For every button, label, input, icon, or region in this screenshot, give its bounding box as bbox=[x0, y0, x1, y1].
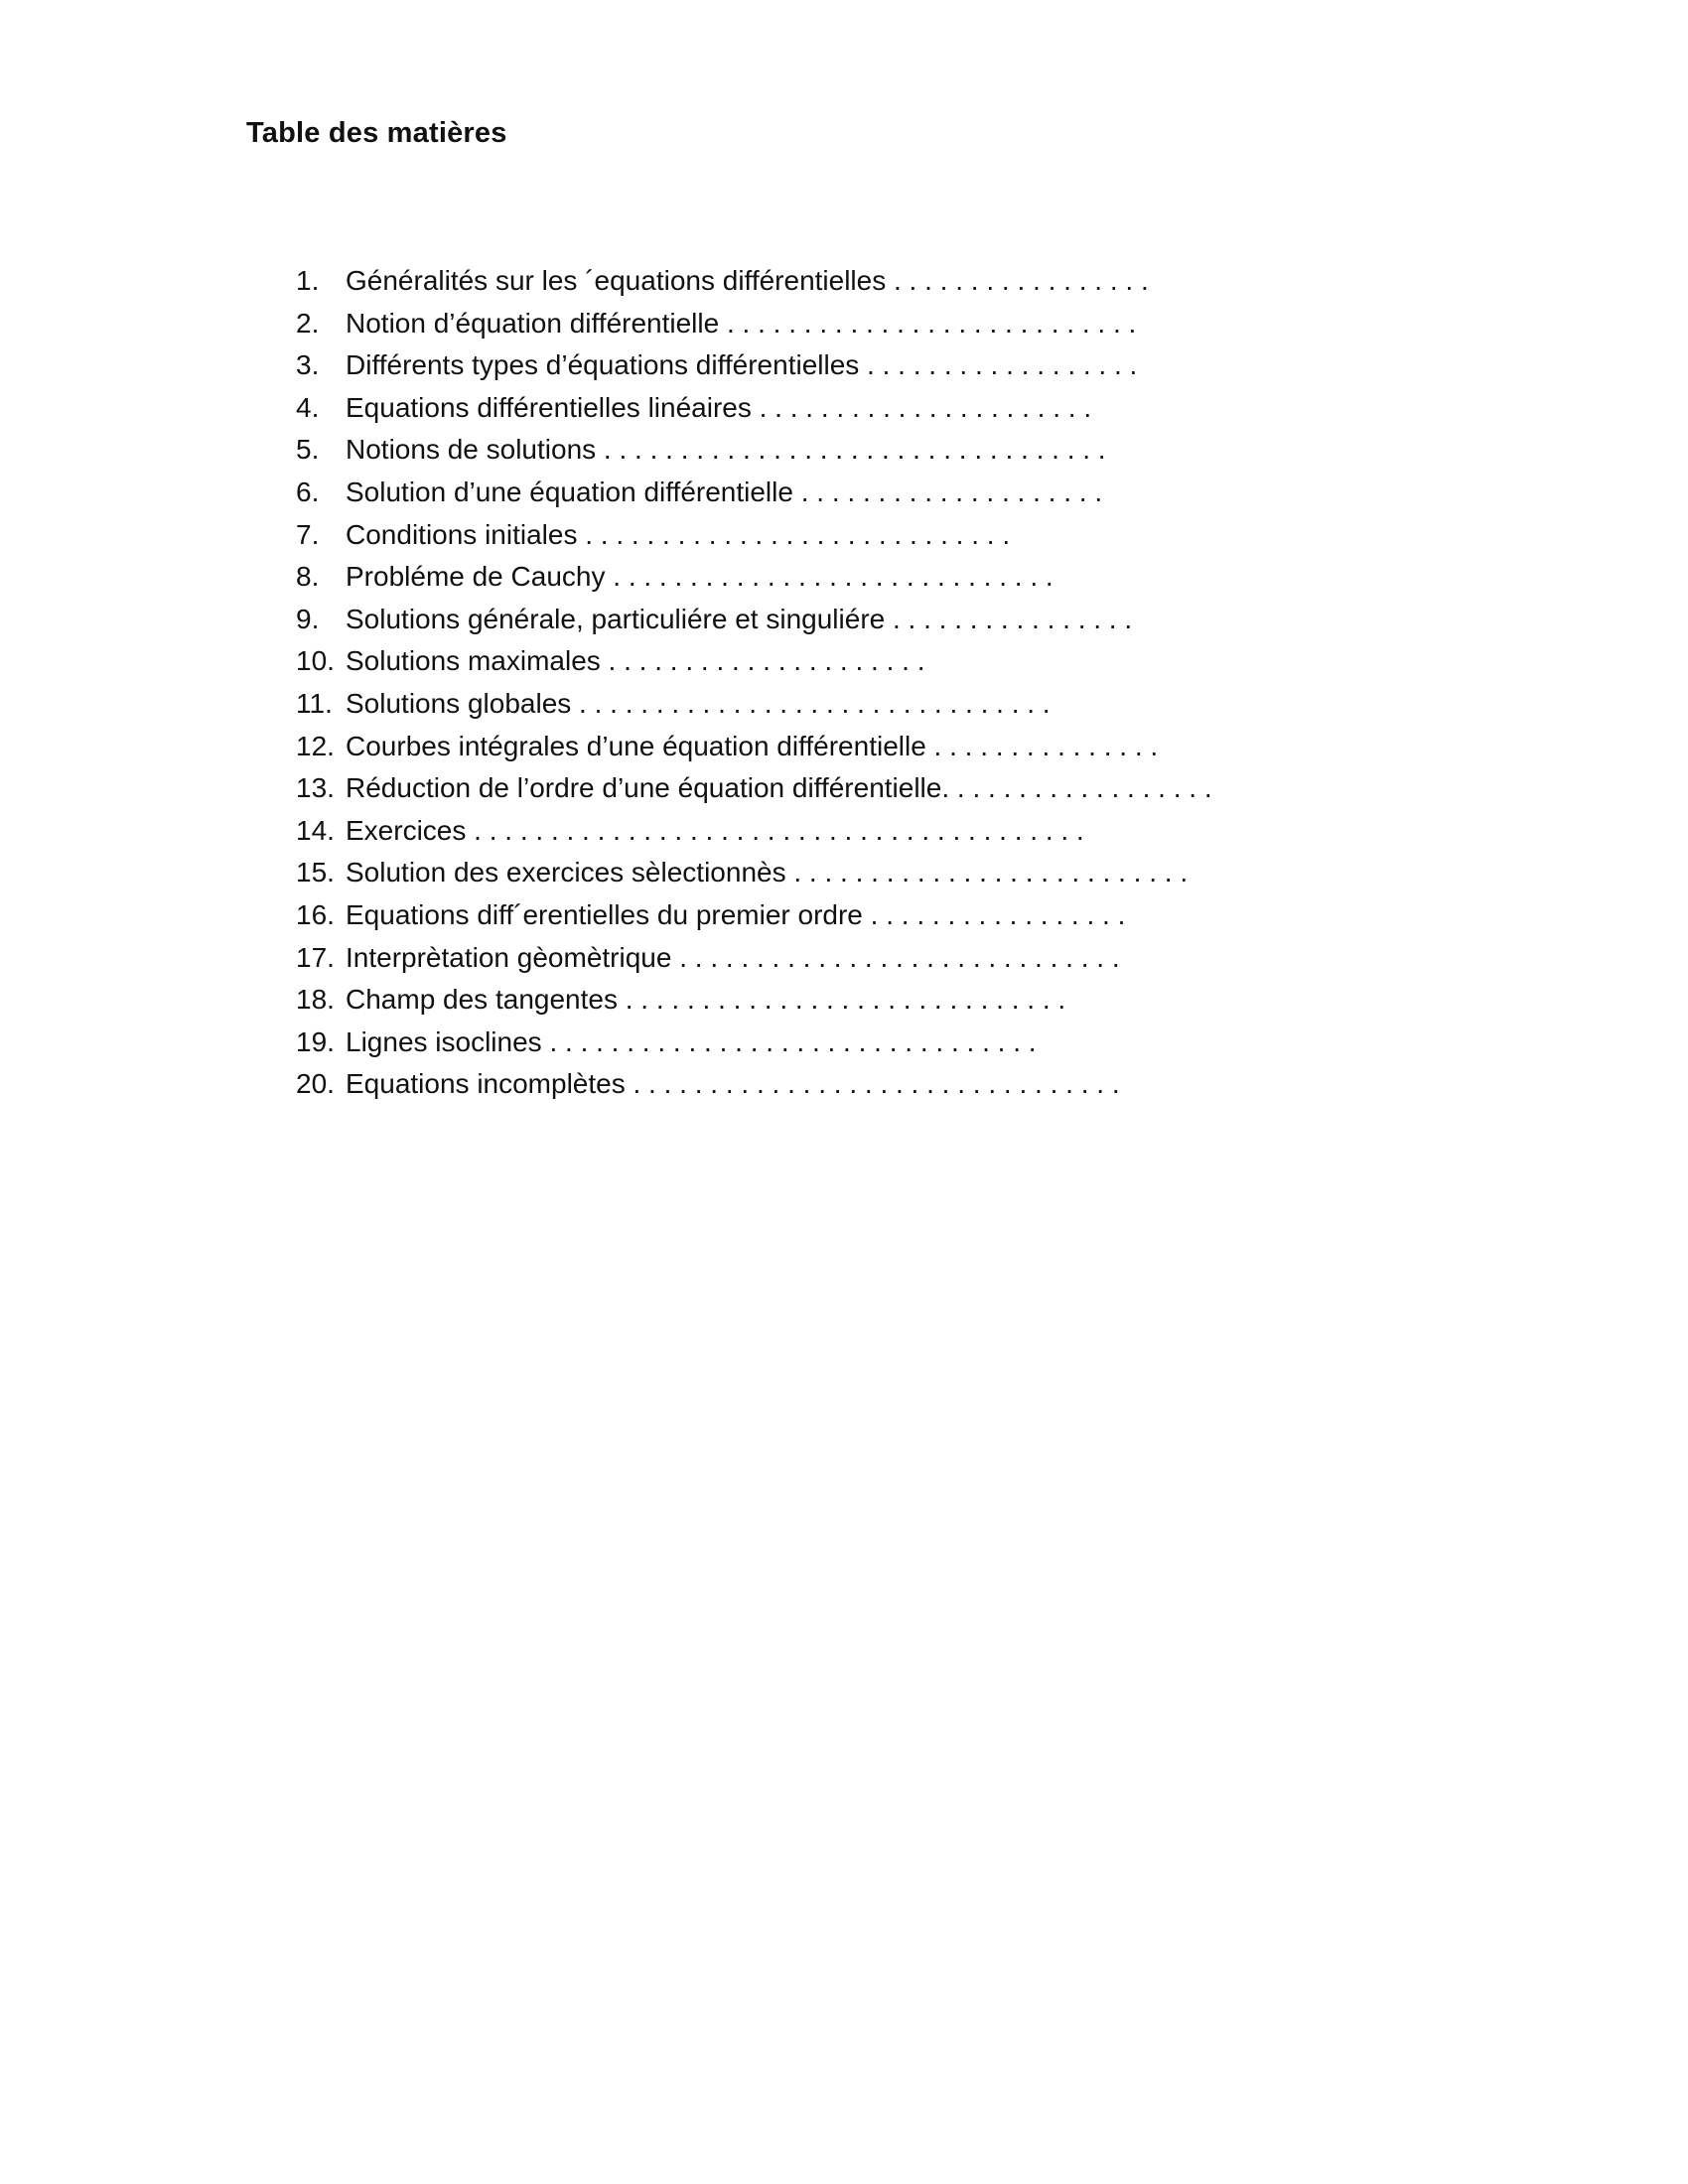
toc-entry-number: 18. bbox=[296, 984, 335, 1016]
toc-entry-number: 5. bbox=[296, 434, 320, 466]
toc-entry-text: Courbes intégrales d’une équation différentielle . . . . . . . . . . . . . . . bbox=[346, 730, 1159, 761]
toc-entry bbox=[296, 472, 1212, 514]
page-title: Table des matières bbox=[246, 117, 507, 149]
toc-entry-text: Solutions globales . . . . . . . . . . . . . . . . . . . . . . . . . . . . . . . bbox=[346, 687, 1051, 719]
toc-entry-number: 15. bbox=[296, 857, 335, 888]
toc-entry-text: Champ des tangentes . . . . . . . . . . . . . . . . . . . . . . . . . . . . . bbox=[346, 984, 1066, 1016]
toc-entry-text: Généralités sur les ´equations différentielles . . . . . . . . . . . . . . . . . bbox=[346, 265, 1149, 296]
toc-entry-number: 17. bbox=[296, 941, 335, 973]
toc-entry-text: Solutions générale, particuliére et singuliére . . . . . . . . . . . . . . . . bbox=[346, 603, 1133, 634]
toc-entry-text: Probléme de Cauchy . . . . . . . . . . . . . . . . . . . . . . . . . . . . . bbox=[346, 561, 1054, 593]
toc-entry-text: Interprètation gèomètrique . . . . . . . . . . . . . . . . . . . . . . . . . . . . . bbox=[346, 941, 1120, 973]
toc-entry-number: 9. bbox=[296, 603, 320, 634]
toc-entry-number: 8. bbox=[296, 561, 320, 593]
toc-entry bbox=[296, 260, 1212, 303]
toc-entry-number: 4. bbox=[296, 391, 320, 423]
toc-entry bbox=[296, 979, 1212, 1022]
toc-entry bbox=[296, 556, 1212, 599]
toc-entry bbox=[296, 344, 1212, 387]
toc-entry bbox=[296, 1022, 1212, 1064]
toc-entry bbox=[296, 599, 1212, 641]
toc-entry-number: 10. bbox=[296, 645, 335, 677]
toc-entry bbox=[296, 937, 1212, 980]
toc-entry-text: Conditions initiales . . . . . . . . . . . . . . . . . . . . . . . . . . . . bbox=[346, 518, 1011, 550]
toc-entry bbox=[296, 429, 1212, 472]
toc-entry bbox=[296, 683, 1212, 726]
toc-entry-text: Réduction de l’ordre d’une équation différentielle. . . . . . . . . . . . . . . . . . bbox=[346, 772, 1212, 804]
toc-entry-text: Equations diff´erentielles du premier ordre . . . . . . . . . . . . . . . . . bbox=[346, 898, 1126, 930]
toc-entry-number: 19. bbox=[296, 1025, 335, 1057]
toc-entry-text: Lignes isoclines . . . . . . . . . . . . . . . . . . . . . . . . . . . . . . . . bbox=[346, 1025, 1037, 1057]
toc-entry-number: 12. bbox=[296, 730, 335, 761]
toc-entry-number: 16. bbox=[296, 898, 335, 930]
toc-entry-number: 14. bbox=[296, 814, 335, 846]
toc-entry-number: 6. bbox=[296, 476, 320, 507]
toc-entry-number: 7. bbox=[296, 518, 320, 550]
toc-entry bbox=[296, 514, 1212, 557]
toc-entry bbox=[296, 726, 1212, 768]
toc-entry bbox=[296, 767, 1212, 810]
toc-entry-number: 2. bbox=[296, 307, 320, 339]
toc-list bbox=[296, 260, 1212, 1106]
toc-entry-number: 13. bbox=[296, 772, 335, 804]
toc-entry bbox=[296, 810, 1212, 853]
toc-entry bbox=[296, 387, 1212, 430]
toc-entry bbox=[296, 303, 1212, 345]
toc-entry-text: Solutions maximales . . . . . . . . . . . . . . . . . . . . . bbox=[346, 645, 925, 677]
toc-entry-text: Exercices . . . . . . . . . . . . . . . . . . . . . . . . . . . . . . . . . . . . . . . . bbox=[346, 814, 1084, 846]
toc-entry bbox=[296, 640, 1212, 683]
toc-entry bbox=[296, 1063, 1212, 1106]
toc-entry-number: 20. bbox=[296, 1068, 335, 1100]
toc-entry-number: 3. bbox=[296, 349, 320, 381]
toc-entry-text: Solution d’une équation différentielle . . . . . . . . . . . . . . . . . . . . bbox=[346, 476, 1103, 507]
toc-entry bbox=[296, 852, 1212, 894]
toc-entry-text: Différents types d’équations différentielles . . . . . . . . . . . . . . . . . . bbox=[346, 349, 1138, 381]
toc-entry-text: Equations incomplètes . . . . . . . . . . . . . . . . . . . . . . . . . . . . . . . . bbox=[346, 1068, 1120, 1100]
toc-entry-text: Notion d’équation différentielle . . . . . . . . . . . . . . . . . . . . . . . . . . . bbox=[346, 307, 1137, 339]
toc-entry-number: 11. bbox=[296, 687, 333, 719]
toc-entry-text: Notions de solutions . . . . . . . . . . . . . . . . . . . . . . . . . . . . . . . . . bbox=[346, 434, 1106, 466]
toc-entry-text: Equations différentielles linéaires . . . . . . . . . . . . . . . . . . . . . . bbox=[346, 391, 1092, 423]
toc-entry-number: 1. bbox=[296, 265, 320, 296]
toc-entry-text: Solution des exercices sèlectionnès . . . . . . . . . . . . . . . . . . . . . . . . . . bbox=[346, 857, 1189, 888]
toc-entry bbox=[296, 894, 1212, 937]
